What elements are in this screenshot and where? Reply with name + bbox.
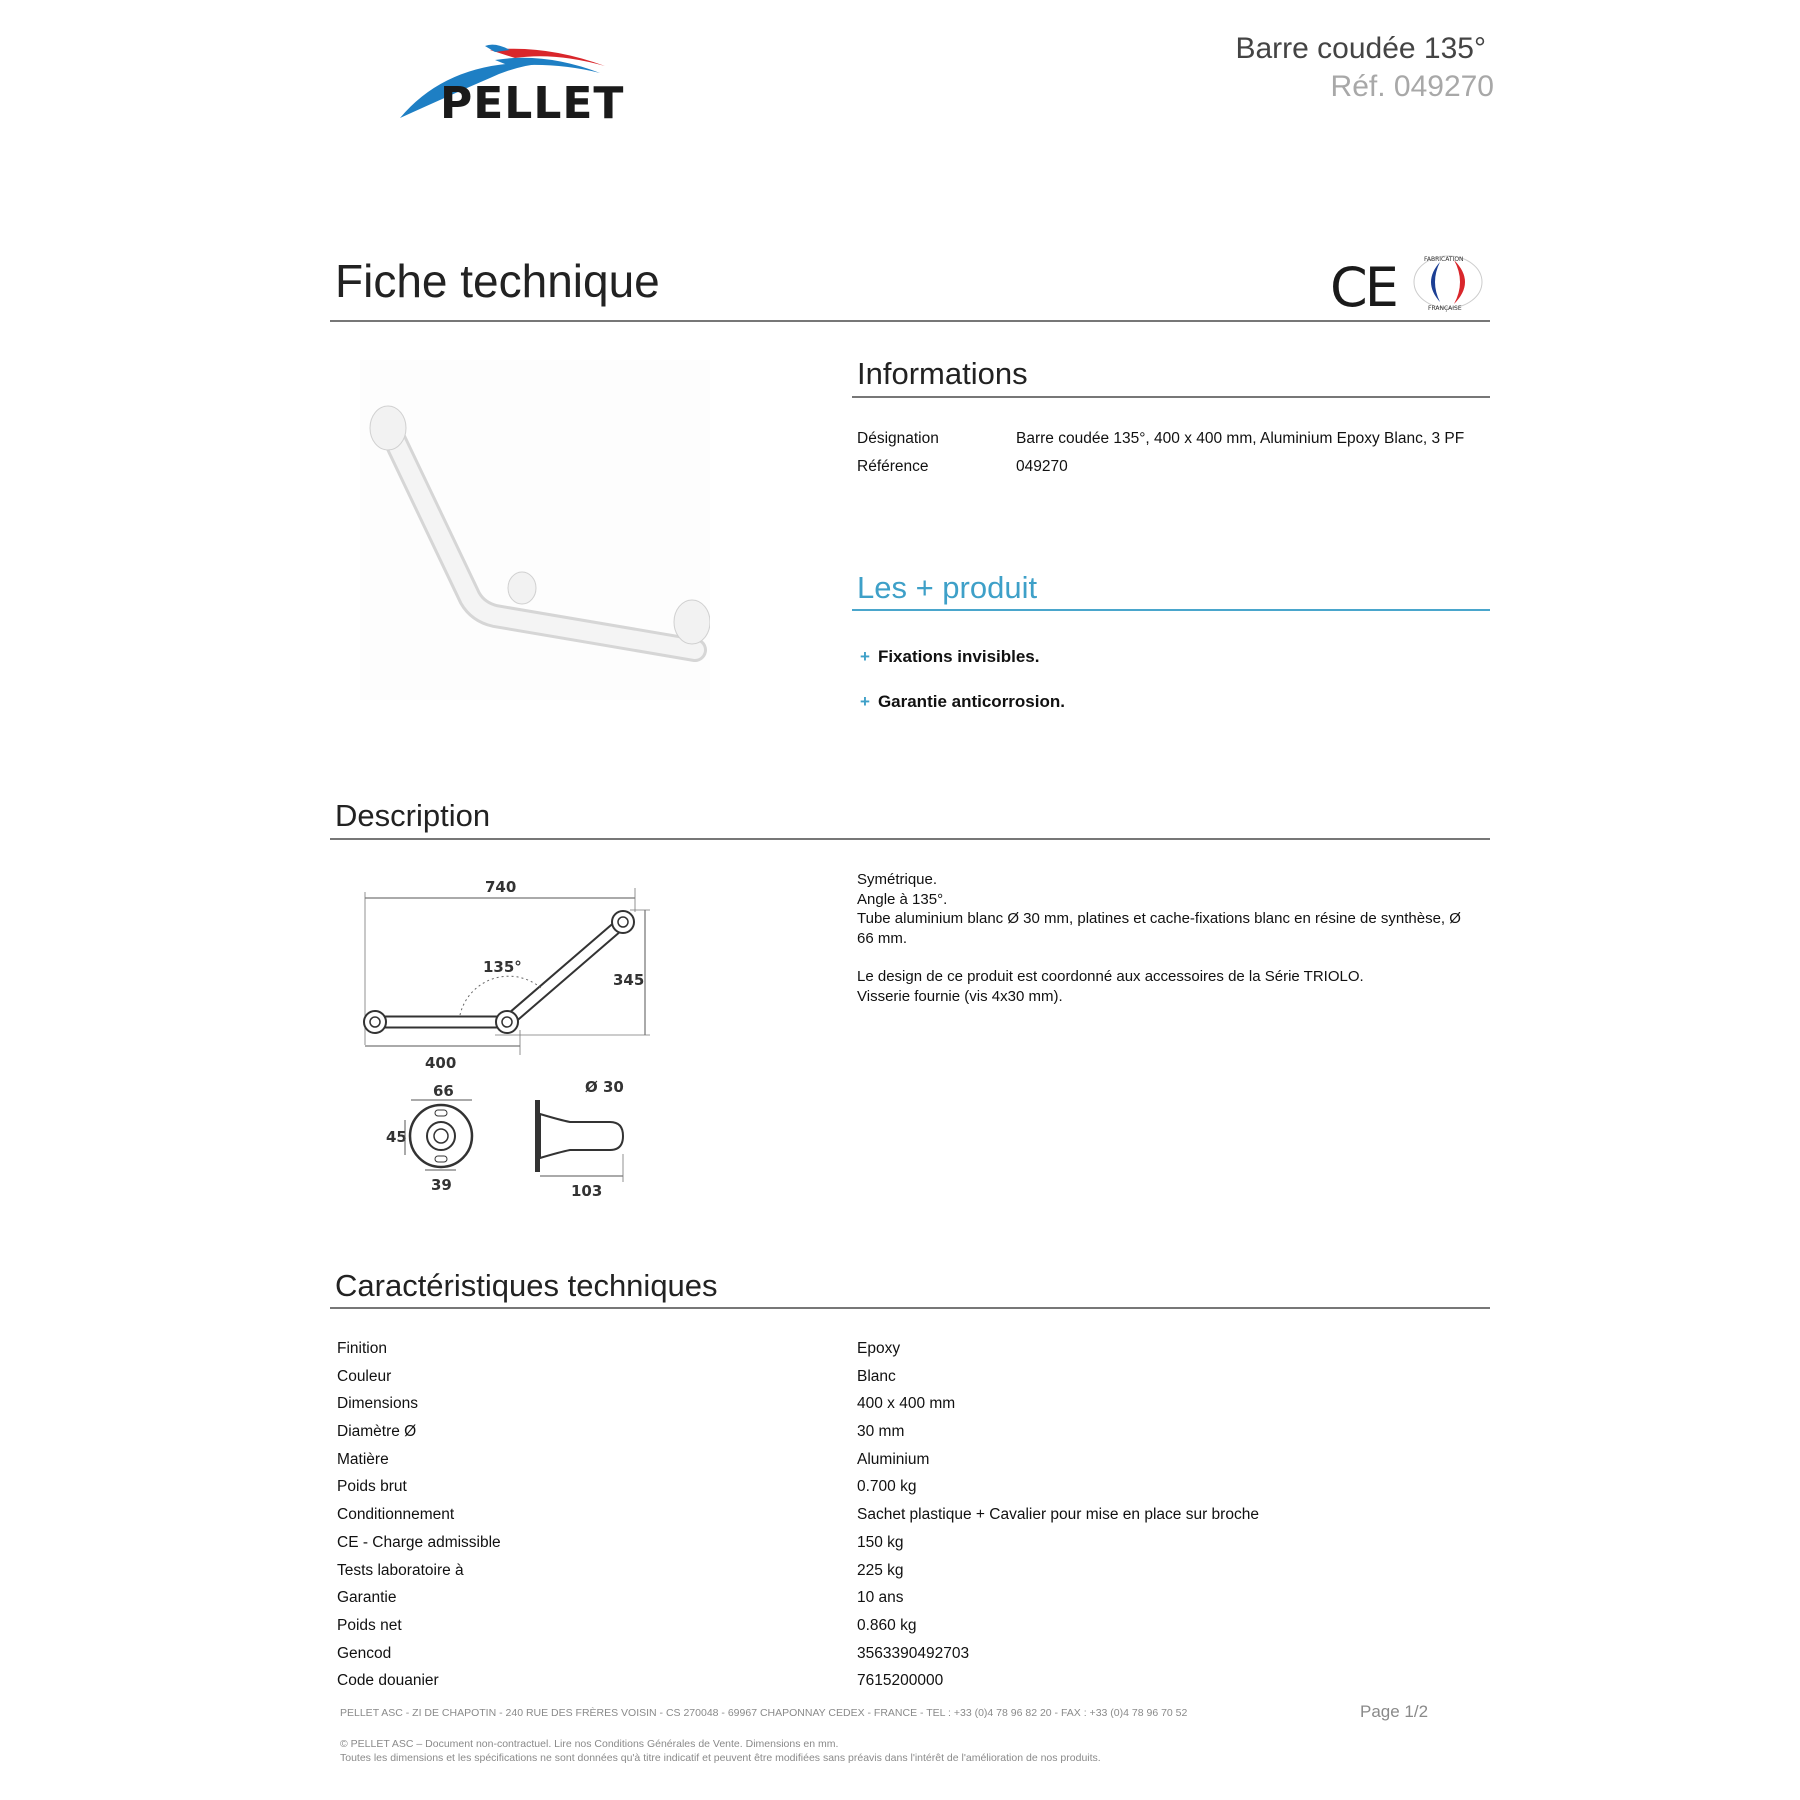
spec-label: Matière [337, 1450, 389, 1468]
description-heading: Description [335, 798, 491, 833]
spec-value: 150 kg [857, 1533, 904, 1551]
spec-label: Gencod [337, 1644, 392, 1662]
spec-label: CE - Charge admissible [337, 1533, 501, 1551]
spec-value: 30 mm [857, 1423, 905, 1441]
dim-plate-diameter: 66 [433, 1082, 454, 1100]
spec-label: Couleur [337, 1367, 392, 1385]
spec-label: Poids net [337, 1616, 402, 1634]
footer-legal-line: Toutes les dimensions et les spécifications ne sont données qu'à titre indicatif et peuvent être modifiées sans préavis dans l'intérêt de l'amélioration de nos produits. [340, 1752, 1101, 1764]
description-line: Angle à 135°. [857, 890, 948, 908]
technical-drawing [355, 870, 665, 1210]
spec-value: 3563390492703 [857, 1644, 970, 1662]
description-line: Le design de ce produit est coordonné aux accessoires de la Série TRIOLO. [857, 968, 1364, 985]
spec-label: Code douanier [337, 1672, 439, 1690]
spec-value: 400 x 400 mm [857, 1395, 956, 1413]
spec-value: 0.860 kg [857, 1616, 917, 1634]
reference-label: Référence [857, 458, 929, 475]
ce-mark-icon: CE [1330, 256, 1396, 319]
spec-label: Tests laboratoire à [337, 1561, 464, 1579]
product-photo [360, 360, 710, 700]
footer-legal-line: © PELLET ASC – Document non-contractuel. Lire nos Conditions Générales de Vente. Dimensions en mm. [340, 1738, 839, 1750]
designation-label: Désignation [857, 430, 939, 447]
spec-label: Finition [337, 1340, 387, 1357]
plus-item [860, 692, 1065, 712]
spec-label: Diamètre Ø [337, 1423, 417, 1441]
spec-value: Blanc [857, 1367, 896, 1385]
pellet-logo [395, 38, 645, 130]
spec-label: Dimensions [337, 1395, 418, 1413]
informations-heading: Informations [857, 356, 1028, 391]
page-title: Fiche technique [335, 255, 660, 307]
spec-label: Conditionnement [337, 1506, 455, 1524]
svg-text:FABRICATION: FABRICATION [1424, 256, 1464, 263]
plus-icon: + [860, 647, 870, 666]
product-title: Barre coudée 135° [1235, 32, 1486, 65]
dim-plate-inner: 39 [431, 1176, 452, 1194]
plus-produit-heading: Les + produit [857, 570, 1038, 605]
plus-item-text: Fixations invisibles. [877, 647, 1040, 666]
spec-label: Garantie [337, 1589, 397, 1607]
description-text [857, 870, 1477, 1006]
description-line: Symétrique. [857, 871, 938, 888]
page-number: Page 1/2 [1360, 1702, 1429, 1721]
dim-depth: 103 [571, 1182, 603, 1200]
description-divider [330, 838, 1490, 840]
plus-icon: + [860, 692, 870, 711]
spec-value: Sachet plastique + Cavalier pour mise en place sur broche [857, 1506, 1259, 1524]
footer-address: PELLET ASC - ZI DE CHAPOTIN - 240 RUE DES FRÈRES VOISIN - CS 270048 - 69967 CHAPONNAY CEDEX - FRANCE - TEL : +33 (0)4 78 96 82 20 - FAX : +33 (0)4 78 96 70 52 [340, 1707, 1188, 1719]
dim-angle: 135° [483, 958, 522, 976]
reference-value: 049270 [1016, 458, 1068, 475]
caracteristiques-divider [330, 1307, 1490, 1309]
brand-name: PELLET [440, 78, 625, 129]
product-reference: Réf. 049270 [1330, 70, 1494, 103]
spec-value: 7615200000 [857, 1672, 944, 1690]
spec-value: Epoxy [857, 1340, 901, 1357]
plus-item-text: Garantie anticorrosion. [877, 692, 1065, 711]
caracteristiques-heading: Caractéristiques techniques [335, 1268, 718, 1303]
dim-base-length: 400 [425, 1054, 457, 1072]
title-divider [330, 320, 1490, 322]
informations-divider [852, 396, 1490, 398]
spec-value: 10 ans [857, 1589, 904, 1607]
description-line: Visserie fournie (vis 4x30 mm). [857, 987, 1063, 1005]
dim-tube-diameter: Ø 30 [585, 1078, 624, 1096]
spec-label: Poids brut [337, 1478, 407, 1496]
footer-legal [340, 1737, 1101, 1765]
dim-height: 345 [613, 971, 645, 989]
spec-value: 0.700 kg [857, 1478, 917, 1496]
svg-text:FRANÇAISE: FRANÇAISE [1428, 305, 1462, 312]
spec-value: 225 kg [857, 1561, 904, 1579]
fabrication-francaise-badge-icon [1410, 252, 1490, 312]
plus-item [860, 647, 1040, 667]
description-line: Tube aluminium blanc Ø 30 mm, platines et cache-fixations blanc en résine de synthèse, Ø 66 mm. [857, 910, 1461, 947]
dim-plate-height: 45 [386, 1128, 407, 1146]
spec-value: Aluminium [857, 1450, 930, 1468]
designation-value: Barre coudée 135°, 400 x 400 mm, Aluminium Epoxy Blanc, 3 PF [1016, 430, 1465, 447]
dim-total-width: 740 [485, 878, 517, 896]
plus-produit-divider [852, 609, 1490, 611]
